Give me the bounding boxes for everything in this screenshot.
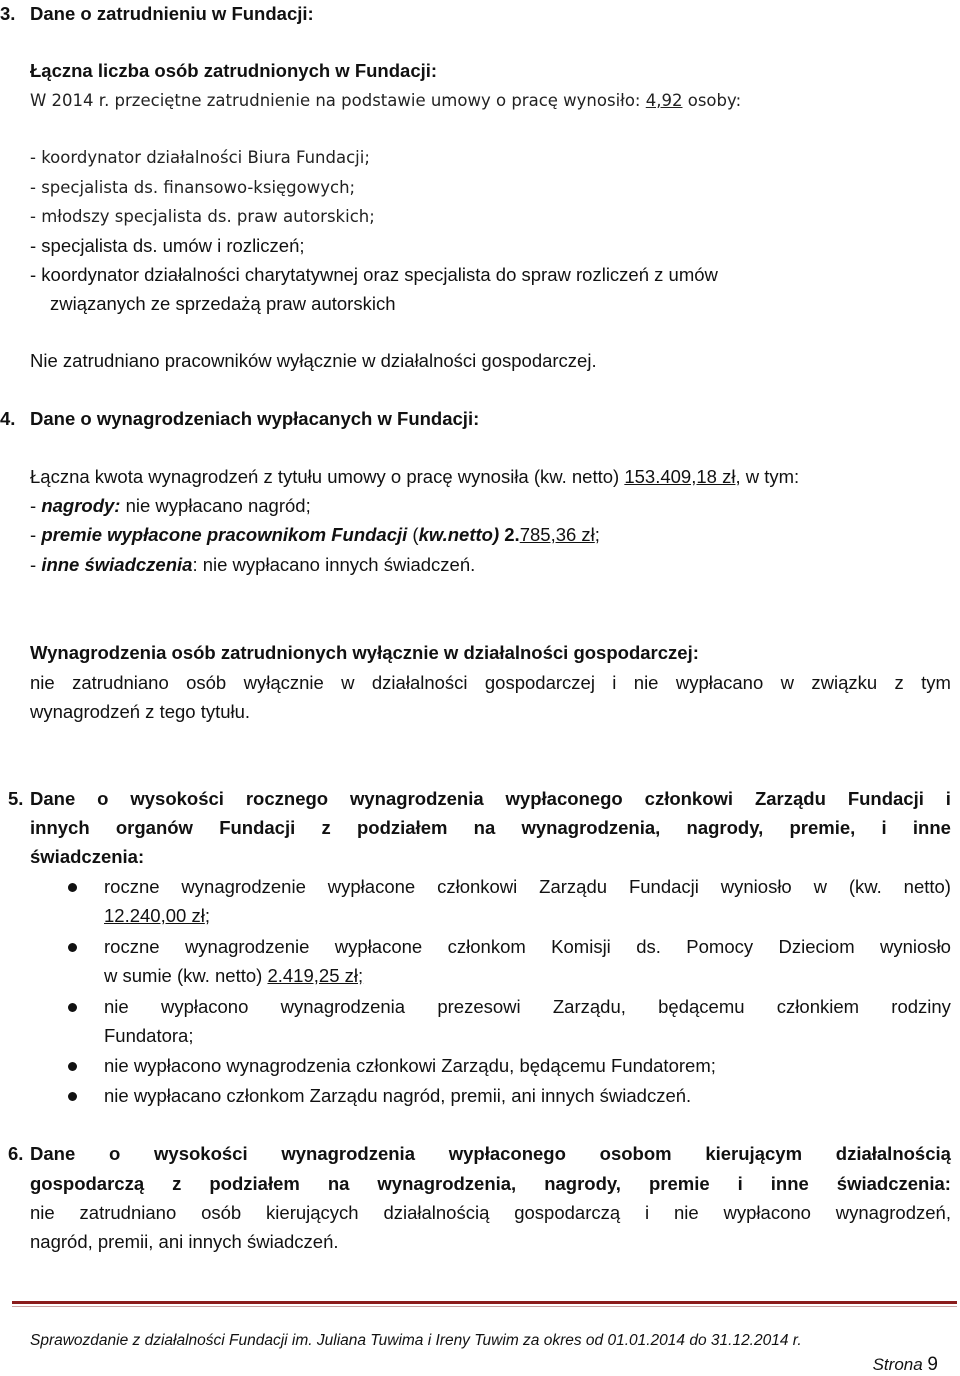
- word: nagrody,: [544, 1173, 621, 1194]
- word: Fundacji: [847, 788, 924, 809]
- board-salary-line: [104, 875, 951, 899]
- word: wypłacone: [327, 876, 416, 897]
- section-5-title: [30, 787, 951, 811]
- word: Zarządu: [539, 876, 608, 897]
- average-employment-value: 4,92: [645, 91, 683, 110]
- section-5-title-end: świadczenia:: [30, 846, 145, 867]
- word: zatrudniano: [79, 1202, 177, 1223]
- word: nie: [673, 1202, 699, 1223]
- word: wyniosło: [720, 876, 792, 897]
- word: netto): [903, 876, 951, 897]
- word: ds.: [636, 936, 661, 957]
- business-managers-line: [30, 1201, 951, 1225]
- president-salary-line-end: Fundatora;: [104, 1025, 194, 1046]
- word: Pomocy: [686, 936, 754, 957]
- word: osób: [186, 672, 227, 693]
- position-item: - koordynator działalności charytatywnej oraz specjalista do spraw rozliczeń z umów: [30, 264, 718, 285]
- word: będącemu: [658, 996, 745, 1017]
- committee-salary-value: 2.419,25 zł;: [267, 965, 364, 986]
- word: wypłacone: [334, 936, 423, 957]
- word: (kw.: [848, 876, 882, 897]
- word: z: [172, 1173, 182, 1194]
- bullet-icon: [68, 1092, 77, 1101]
- word: członkowi: [644, 788, 734, 809]
- section-number: 3.: [0, 3, 16, 24]
- word: nie: [30, 1202, 55, 1223]
- word: podziałem: [209, 1173, 300, 1194]
- word: wynagrodzenia,: [377, 1173, 517, 1194]
- word: i: [737, 1173, 743, 1194]
- word: wysokości: [154, 1143, 248, 1164]
- premiums-value: 785,36 zł: [519, 524, 595, 545]
- word: Dane: [30, 1143, 76, 1164]
- word: gospodarczą: [514, 1202, 621, 1223]
- section-title: Dane o wynagrodzeniach wypłacanych w Fundacji:: [30, 408, 480, 429]
- word: roczne: [104, 936, 160, 957]
- total-salary-value: 153.409,18 zł: [624, 466, 736, 487]
- word: prezesowi: [437, 996, 521, 1017]
- other-benefits-line: - inne świadczenia: nie wypłacano innych świadczeń.: [30, 554, 476, 575]
- word: wypłacano: [675, 672, 764, 693]
- word: zatrudniano: [72, 672, 169, 693]
- section-6-title: [30, 1172, 951, 1196]
- word: działalnością: [383, 1202, 490, 1223]
- section-number: 5.: [8, 788, 24, 809]
- word: Zarządu: [754, 788, 826, 809]
- word: podziałem: [356, 817, 448, 838]
- word: nie: [30, 672, 55, 693]
- word: świadczenia:: [836, 1173, 951, 1194]
- word: wypłacono: [160, 996, 249, 1017]
- bonuses-line: - nagrody: nie wypłacano nagród;: [30, 495, 311, 516]
- bullet-icon: [68, 1062, 77, 1071]
- word: wyłącznie: [243, 672, 324, 693]
- word: rodziny: [891, 996, 951, 1017]
- word: wynagrodzenia: [281, 1143, 415, 1164]
- footer-text: Sprawozdanie z działalności Fundacji im. Juliana Tuwima i Ireny Tuwim za okres od 01.01.2014 do 31.12.2014 r.: [30, 1332, 802, 1349]
- word: w: [780, 672, 794, 693]
- bullet-icon: [68, 883, 77, 892]
- word: o: [97, 788, 109, 809]
- employment-subtitle: Łączna liczba osób zatrudnionych w Fundacji:: [30, 60, 438, 81]
- board-bonuses-line: nie wypłacano członkom Zarządu nagród, premii, ani innych świadczeń.: [104, 1085, 692, 1106]
- word: premie: [648, 1173, 710, 1194]
- word: i: [945, 788, 951, 809]
- word: z: [894, 672, 904, 693]
- business-salaries-heading: Wynagrodzenia osób zatrudnionych wyłącznie w działalności gospodarczej:: [30, 642, 699, 663]
- no-business-employees-note: Nie zatrudniano pracowników wyłącznie w działalności gospodarczej.: [30, 350, 597, 371]
- word: w: [341, 672, 355, 693]
- section-4-heading: [0, 407, 479, 431]
- word: tym: [921, 672, 951, 693]
- word: wynagrodzenie: [184, 936, 310, 957]
- word: związku: [811, 672, 878, 693]
- board-salary-value-line: 12.240,00 zł;: [104, 905, 210, 926]
- business-salaries-line-end: wynagrodzeń z tego tytułu.: [30, 701, 251, 722]
- premiums-line: - premie wypłacone pracownikom Fundacji (kw.netto) 2.785,36 zł;: [30, 524, 600, 545]
- average-employment-line: W 2014 r. przeciętne zatrudnienie na podstawie umowy o pracę wynosiło: 4,92 osoby:: [30, 91, 742, 110]
- position-item: - młodszy specjalista ds. praw autorskich;: [30, 207, 375, 226]
- word: Dzieciom: [778, 936, 855, 957]
- position-item: - specjalista ds. umów i rozliczeń;: [30, 235, 305, 256]
- section-5-title: [30, 816, 951, 840]
- word: w: [813, 876, 827, 897]
- word: na: [473, 817, 496, 838]
- word: i: [612, 672, 617, 693]
- word: nie: [104, 996, 129, 1017]
- section-3-heading: [0, 2, 314, 26]
- word: członkowi: [437, 876, 518, 897]
- word: działalnością: [835, 1143, 951, 1164]
- footer-rule-thin: [12, 1306, 957, 1307]
- word: na: [327, 1173, 350, 1194]
- word: wypłaconego: [448, 1143, 566, 1164]
- word: o: [108, 1143, 121, 1164]
- word: Zarządu,: [552, 996, 626, 1017]
- word: rocznego: [245, 788, 329, 809]
- position-item: - koordynator działalności Biura Fundacji;: [30, 148, 370, 167]
- word: nagrody,: [686, 817, 764, 838]
- word: Komisji: [551, 936, 611, 957]
- word: członkiem: [776, 996, 860, 1017]
- word: i: [645, 1202, 650, 1223]
- word: kierującym: [705, 1143, 803, 1164]
- board-salary-value: 12.240,00 zł: [104, 905, 205, 926]
- section-number: 6.: [8, 1143, 24, 1164]
- founder-salary-line: nie wypłacono wynagrodzenia członkowi Zarządu, będącemu Fundatorem;: [104, 1055, 716, 1076]
- word: wynagrodzenie: [181, 876, 306, 897]
- word: inne: [770, 1173, 809, 1194]
- word: osobom: [599, 1143, 672, 1164]
- business-managers-line-end: nagród, premii, ani innych świadczeń.: [30, 1231, 339, 1252]
- word: inne: [912, 817, 951, 838]
- committee-salary-value-line: w sumie (kw. netto) 2.419,25 zł;: [104, 965, 364, 986]
- section-6-title: [30, 1142, 951, 1166]
- word: premie,: [789, 817, 856, 838]
- bullet-icon: [68, 943, 77, 952]
- word: wyniosło: [880, 936, 951, 957]
- word: wysokości: [130, 788, 224, 809]
- section-number: 4.: [0, 408, 16, 429]
- word: kierujących: [266, 1202, 359, 1223]
- word: roczne: [104, 876, 160, 897]
- committee-salary-line: [104, 935, 951, 959]
- word: organów: [115, 817, 193, 838]
- word: wynagrodzenia: [280, 996, 406, 1017]
- business-salaries-line: [30, 671, 951, 695]
- word: wypłaconego: [505, 788, 623, 809]
- word: Fundacji: [219, 817, 296, 838]
- total-salary-line: Łączna kwota wynagrodzeń z tytułu umowy o pracę wynosiła (kw. netto) 153.409,18 zł, w tym:: [30, 466, 800, 487]
- word: wynagrodzenia: [350, 788, 484, 809]
- position-item: - specjalista ds. finansowo-księgowych;: [30, 178, 356, 197]
- word: nie: [633, 672, 659, 693]
- president-salary-line: [104, 995, 951, 1019]
- word: osób: [201, 1202, 242, 1223]
- word: wynagrodzenia,: [521, 817, 661, 838]
- section-title: Dane o zatrudnieniu w Fundacji:: [30, 3, 314, 24]
- word: wypłacono: [723, 1202, 811, 1223]
- bullet-icon: [68, 1003, 77, 1012]
- word: Fundacji: [628, 876, 699, 897]
- word: Dane: [30, 788, 76, 809]
- footer-rule: [12, 1301, 957, 1304]
- word: gospodarczą: [30, 1173, 145, 1194]
- word: gospodarczej: [484, 672, 595, 693]
- word: i: [881, 817, 887, 838]
- word: członkom: [447, 936, 526, 957]
- page-number: Strona 9: [872, 1354, 938, 1375]
- position-item-continuation: związanych ze sprzedażą praw autorskich: [50, 293, 396, 314]
- word: działalności: [371, 672, 468, 693]
- word: innych: [30, 817, 90, 838]
- word: z: [321, 817, 331, 838]
- word: wynagrodzeń,: [835, 1202, 951, 1223]
